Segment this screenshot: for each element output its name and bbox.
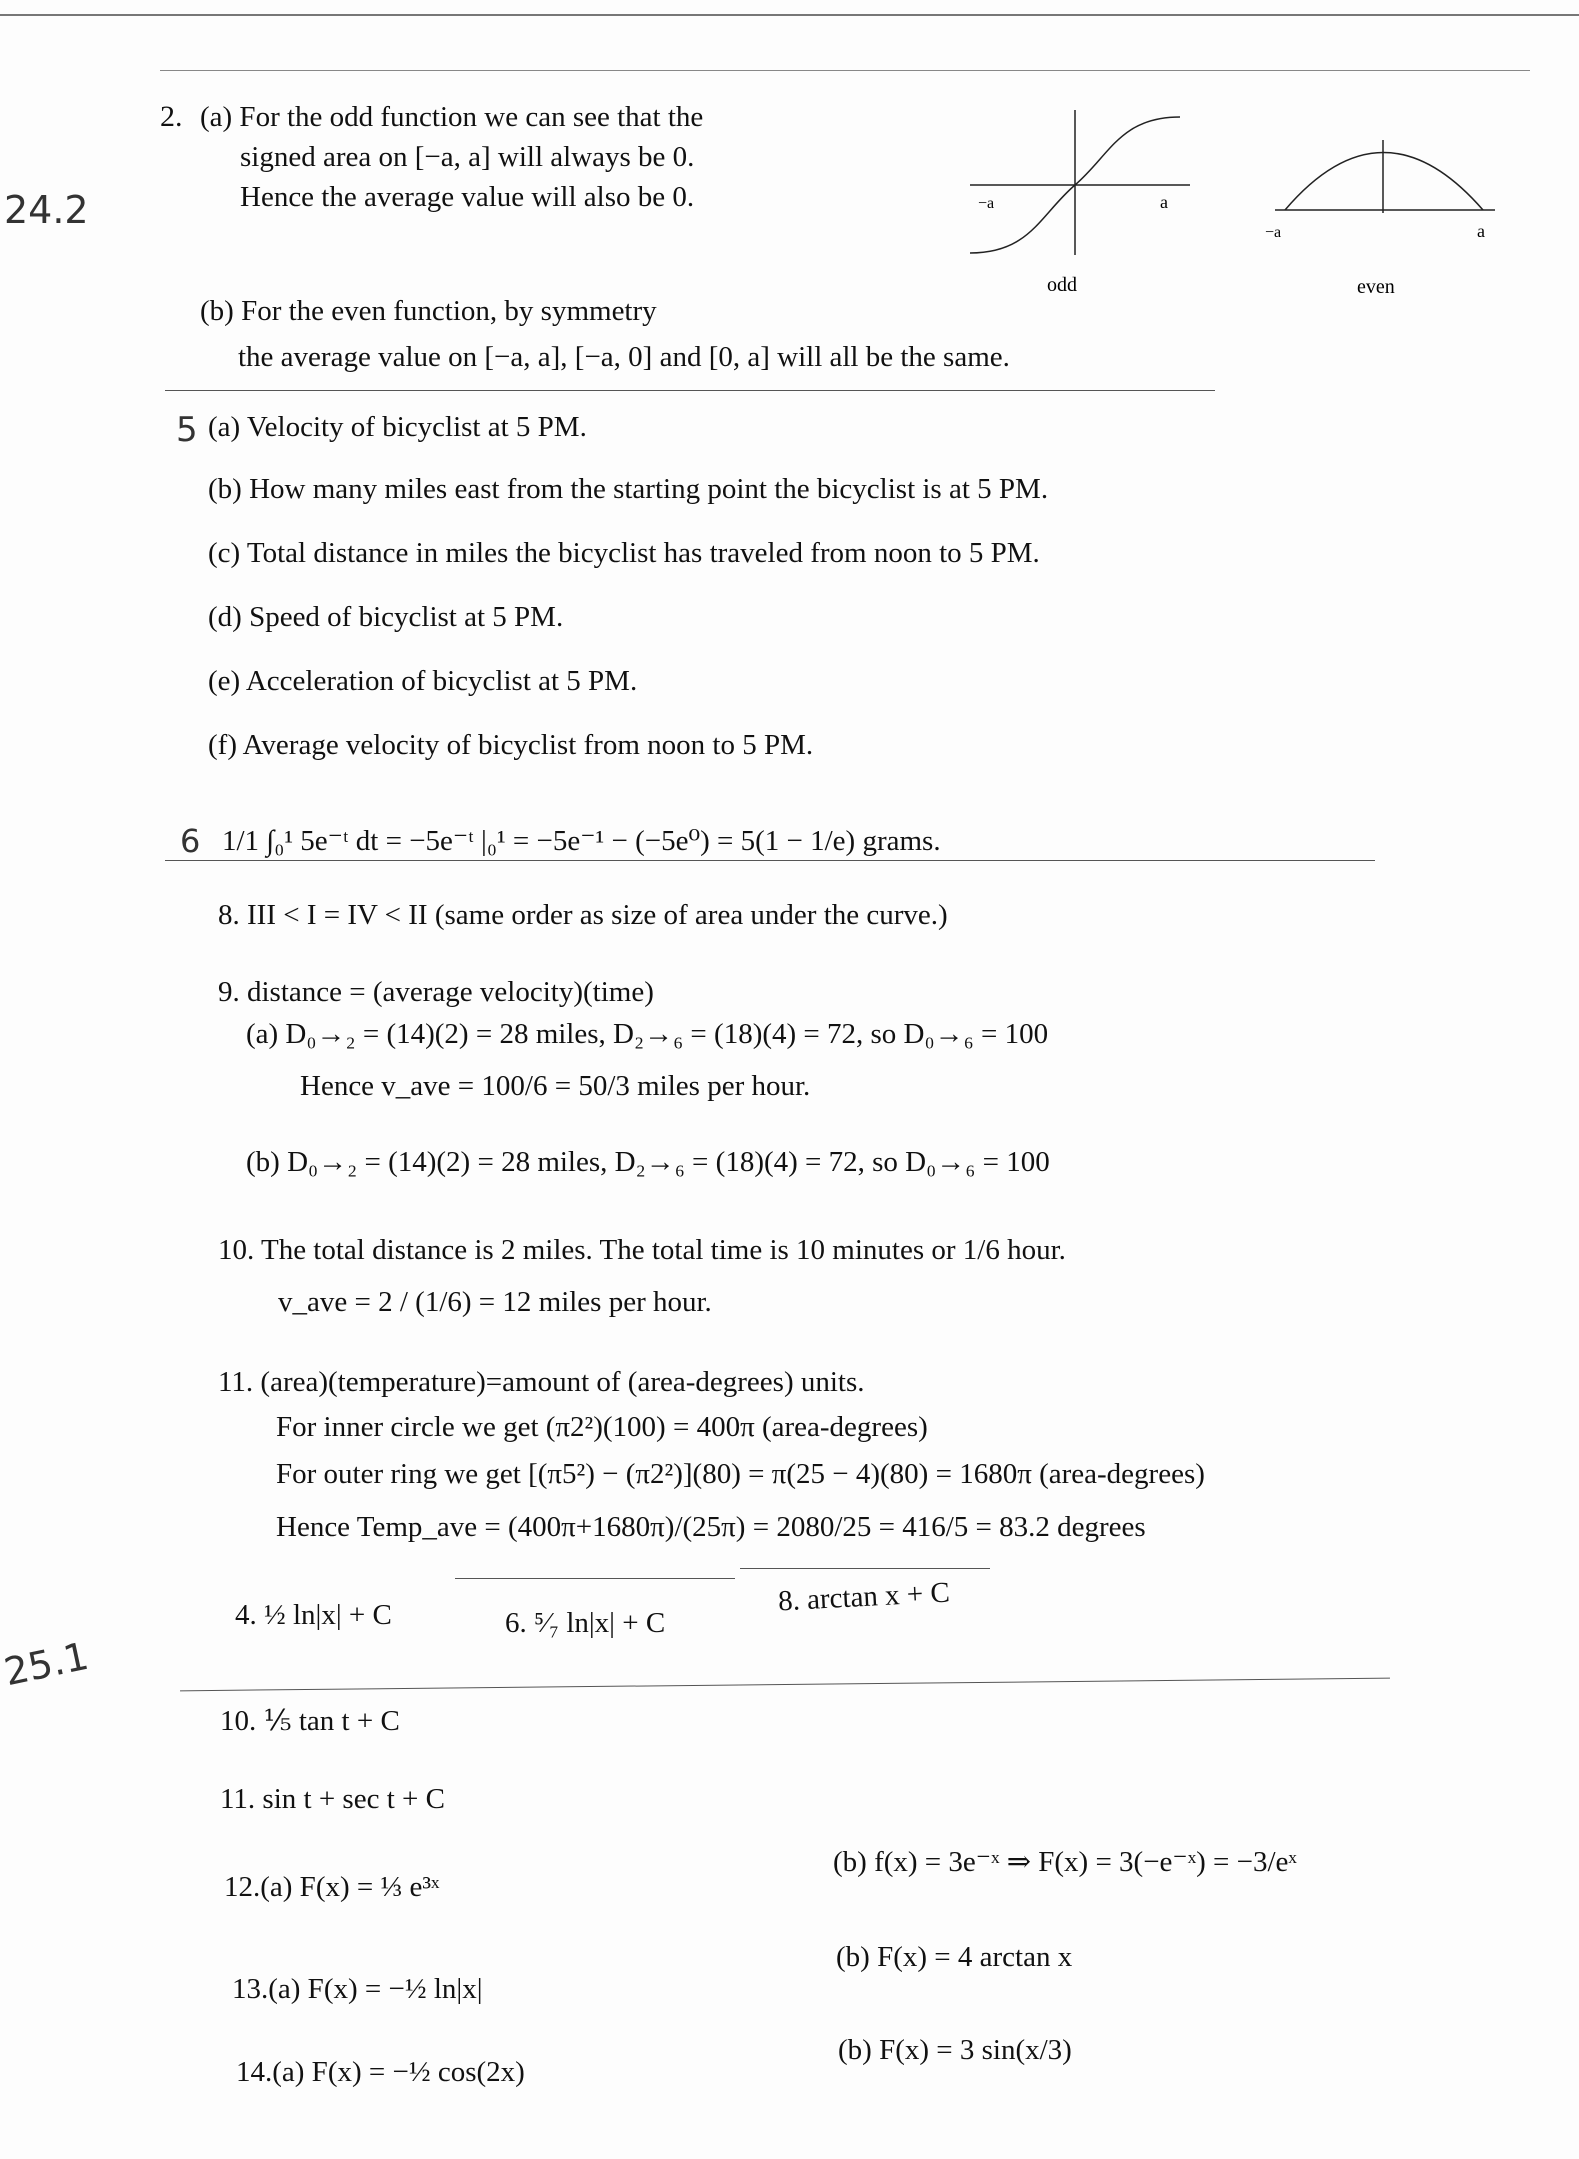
odd-right-tick: a [1160,192,1168,212]
even-curve [1285,153,1483,211]
even-right-tick: a [1477,221,1485,241]
divider-25-1 [180,1678,1390,1692]
answer-25-1-12b: (b) f(x) = 3e⁻ˣ ⇒ F(x) = 3(−e⁻ˣ) = −3/eˣ [833,1846,1297,1878]
problem-6-number: 6 [180,822,201,860]
odd-function-figure [960,105,1200,305]
problem-11-line3: For outer ring we get [(π5²) − (π2²)](80) = π(25 − 4)(80) = 1680π (area-degrees) [276,1458,1205,1490]
problem-11-line1: 11. (area)(temperature)=amount of (area-degrees) units. [218,1366,865,1398]
problem-9a-line2: Hence v_ave = 100/6 = 50/3 miles per hour. [300,1070,811,1102]
odd-left-tick: −a [978,195,995,212]
margin-note-24-2: 24.2 [4,188,89,232]
even-function-figure [1265,125,1505,310]
answer-25-1-10: 10. ⅕ tan t + C [220,1705,400,1737]
answer-25-1-11: 11. sin t + sec t + C [220,1783,445,1815]
problem-2a-line2: signed area on [−a, a] will always be 0. [240,141,695,173]
answer-25-1-14a: 14.(a) F(x) = −½ cos(2x) [236,2056,525,2088]
top-page-edge [0,14,1579,16]
paste-edge-2 [740,1568,990,1569]
divider-after-6 [165,860,1375,861]
problem-5e: (e) Acceleration of bicyclist at 5 PM. [208,665,638,697]
problem-5c: (c) Total distance in miles the bicyclist has traveled from noon to 5 PM. [208,537,1040,569]
problem-5b: (b) How many miles east from the starting point the bicyclist is at 5 PM. [208,473,1049,505]
problem-9b-line1: (b) D₀→₂ = (14)(2) = 28 miles, D₂→₆ = (18)(4) = 72, so D₀→₆ = 100 [246,1146,1050,1178]
divider-top [160,70,1530,71]
divider-after-2 [165,390,1215,391]
problem-2b-line1: (b) For the even function, by symmetry [200,295,657,327]
problem-5d: (d) Speed of bicyclist at 5 PM. [208,601,564,633]
answer-25-1-4: 4. ½ ln|x| + C [235,1599,392,1631]
problem-2-number: 2. [160,100,183,133]
problem-2a-line1: (a) For the odd function we can see that the [200,101,704,133]
margin-note-25-1: 25.1 [0,1633,93,1695]
problem-8: 8. III < I = IV < II (same order as size of area under the curve.) [218,899,948,931]
problem-9-head: 9. distance = (average velocity)(time) [218,976,654,1008]
even-left-tick: −a [1265,224,1282,241]
problem-5a: (a) Velocity of bicyclist at 5 PM. [208,411,587,443]
paste-edge-1 [455,1578,735,1579]
even-caption: even [1357,276,1395,298]
problem-11-line4: Hence Temp_ave = (400π+1680π)/(25π) = 2080/25 = 416/5 = 83.2 degrees [276,1511,1146,1543]
answer-25-1-6: 6. ⁵⁄₇ ln|x| + C [505,1607,666,1639]
problem-10-line2: v_ave = 2 / (1/6) = 12 miles per hour. [278,1286,712,1318]
problem-11-line2: For inner circle we get (π2²)(100) = 400π (area-degrees) [276,1411,928,1443]
problem-5-number: 5 [176,410,198,450]
problem-2a-line3: Hence the average value will also be 0. [240,181,695,213]
answer-25-1-8: 8. arctan x + C [777,1576,951,1618]
answer-25-1-14b: (b) F(x) = 3 sin(x/3) [838,2034,1072,2066]
problem-6-formula: 1/1 ∫₀¹ 5e⁻ᵗ dt = −5e⁻ᵗ |₀¹ = −5e⁻¹ − (−5e⁰) = 5(1 − 1/e) grams. [222,825,941,857]
answer-25-1-13b: (b) F(x) = 4 arctan x [836,1941,1073,1973]
odd-caption: odd [1047,274,1077,296]
problem-10-line1: 10. The total distance is 2 miles. The total time is 10 minutes or 1/6 hour. [218,1234,1066,1266]
answer-25-1-12a: 12.(a) F(x) = ⅓ e³ˣ [224,1871,440,1903]
answer-25-1-13a: 13.(a) F(x) = −½ ln|x| [232,1973,483,2005]
problem-5f: (f) Average velocity of bicyclist from noon to 5 PM. [208,729,814,761]
problem-9a-line1: (a) D₀→₂ = (14)(2) = 28 miles, D₂→₆ = (18)(4) = 72, so D₀→₆ = 100 [246,1018,1049,1050]
problem-2b-line2: the average value on [−a, a], [−a, 0] and [0, a] will all be the same. [238,341,1010,373]
